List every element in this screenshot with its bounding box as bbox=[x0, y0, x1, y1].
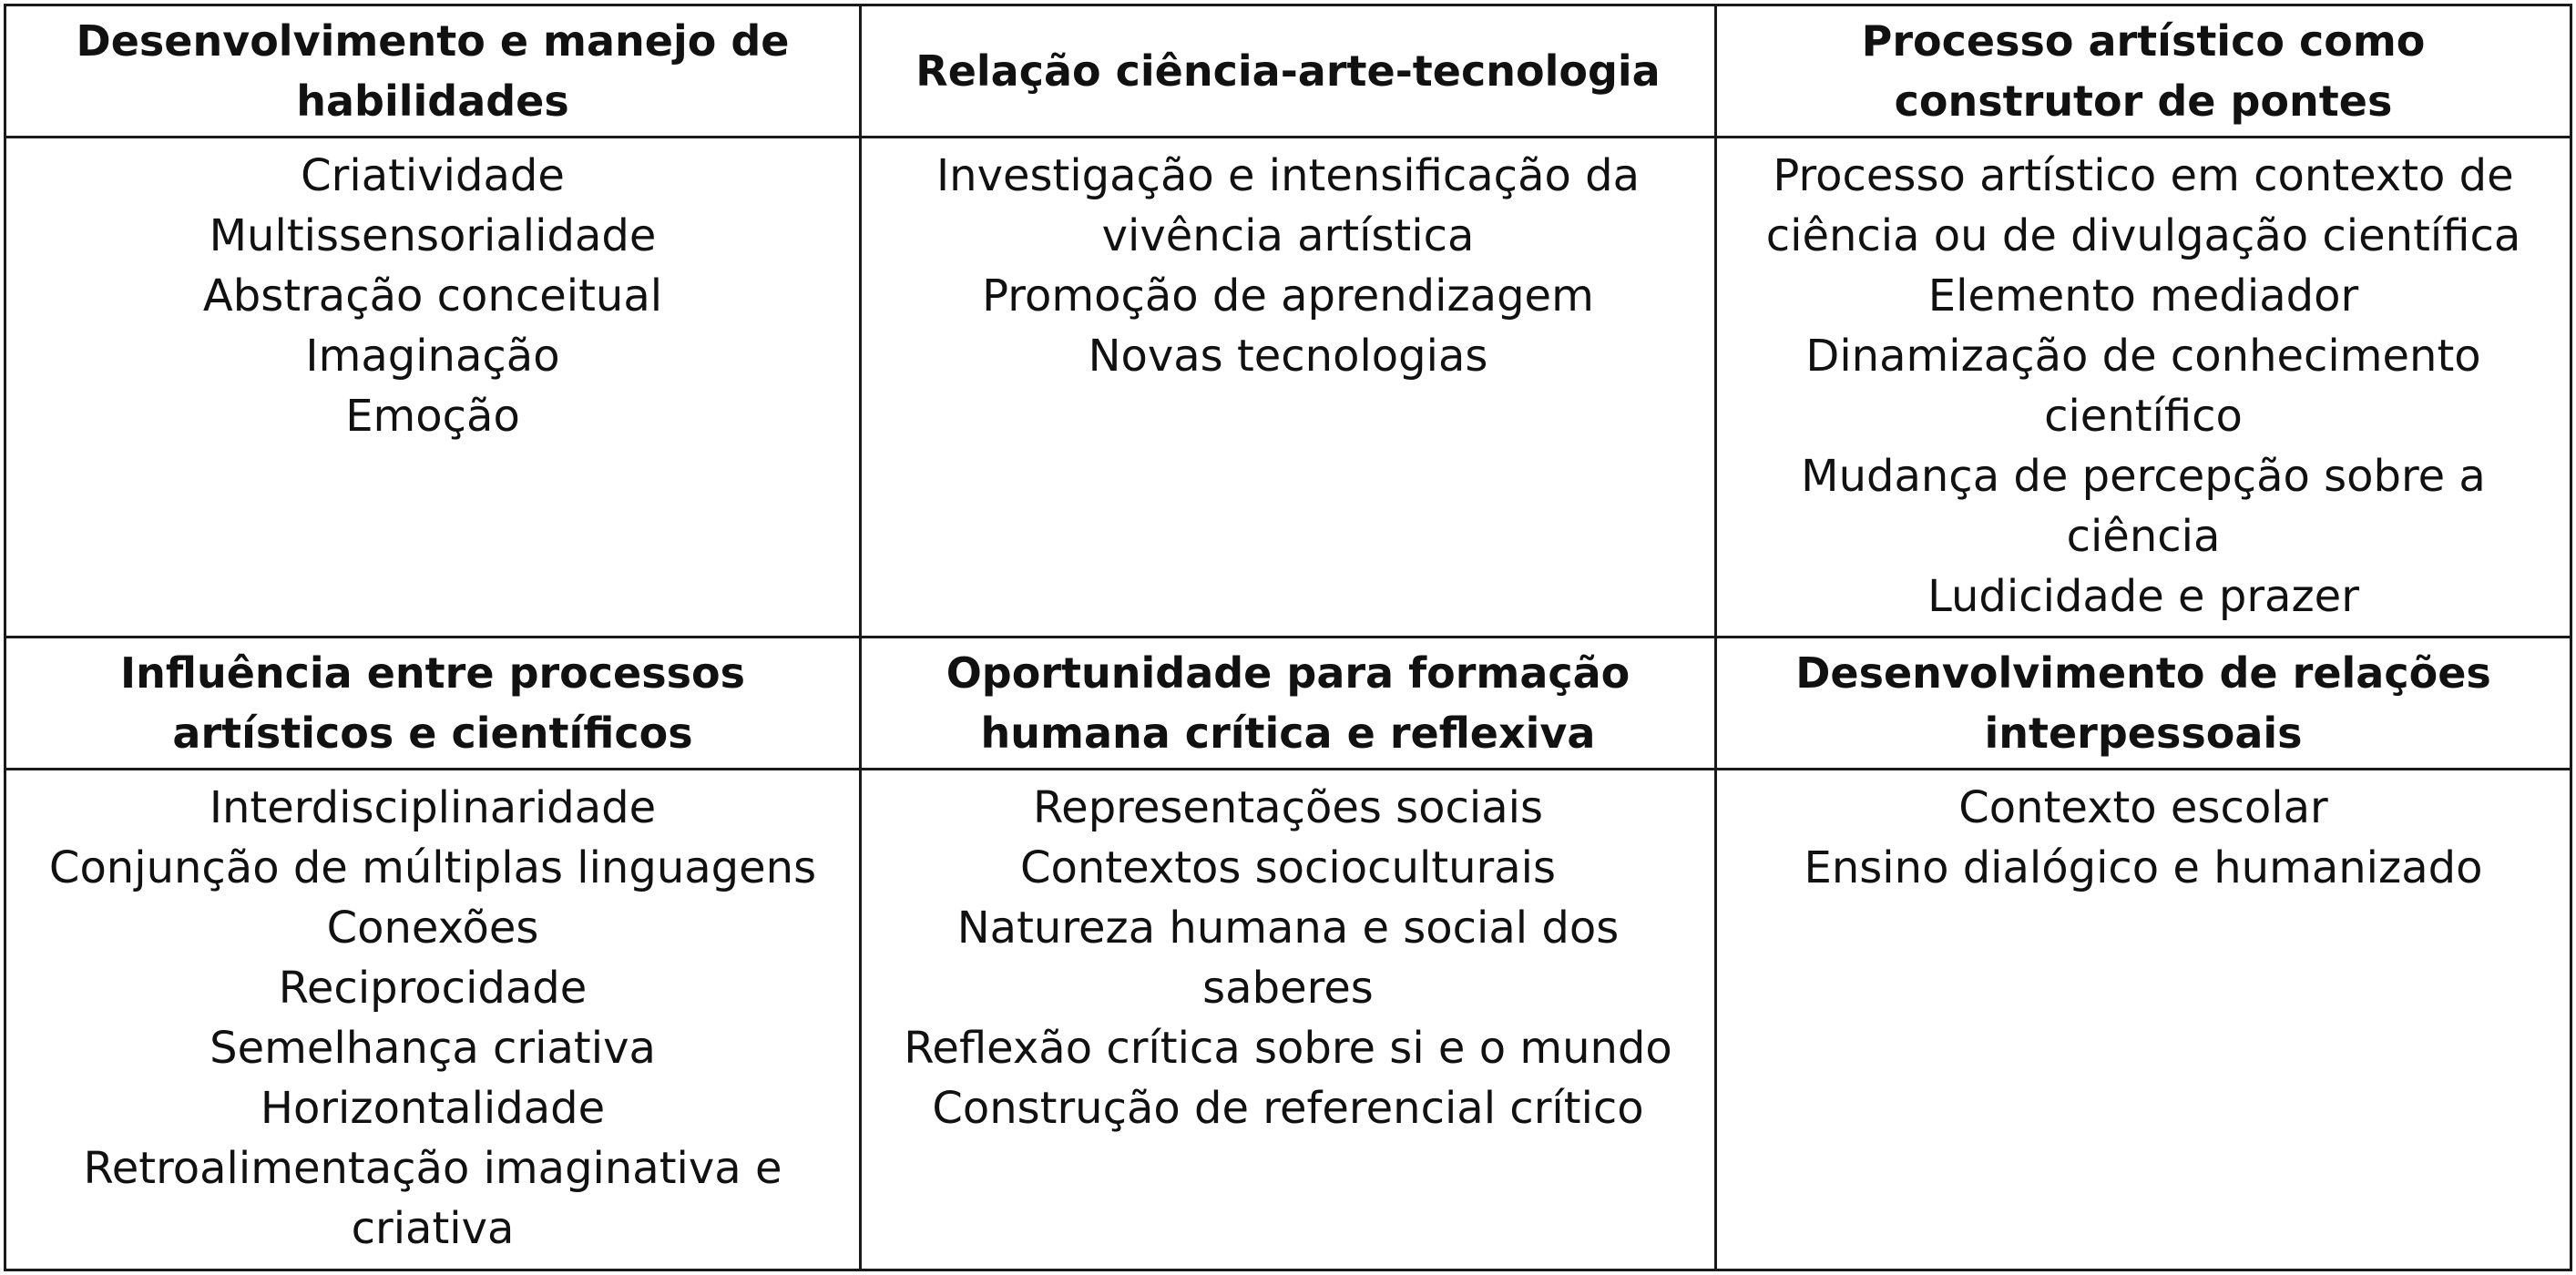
list-item: Horizontalidade bbox=[260, 1083, 606, 1134]
list-item: Reflexão crítica sobre si e o mundo bbox=[904, 1023, 1672, 1074]
content-row-top bbox=[5, 137, 2571, 638]
list-item: Elemento mediador bbox=[1927, 270, 2359, 321]
header-cell: Influência entre processos artísticos e científicos bbox=[5, 638, 861, 770]
header-cell: Processo artístico como construtor de pontes bbox=[1716, 5, 2571, 138]
list-item: Dinamização de conhecimento científico bbox=[1805, 330, 2481, 442]
categories-table bbox=[4, 4, 2572, 1271]
list-item: Imaginação bbox=[305, 330, 560, 382]
list-item: Processo artístico em contexto de ciência ou de divulgação científica bbox=[1765, 149, 2521, 261]
content-cell bbox=[5, 137, 861, 638]
list-item: Investigação e intensificação da vivência artística bbox=[935, 149, 1640, 261]
content-cell bbox=[5, 770, 861, 1270]
list-item: Ludicidade e prazer bbox=[1927, 570, 2359, 622]
header-cell: Oportunidade para formação humana crítica e reflexiva bbox=[861, 638, 1716, 770]
content-cell bbox=[861, 137, 1716, 638]
list-item: Conexões bbox=[326, 903, 539, 954]
list-item: Mudança de percepção sobre a ciência bbox=[1801, 450, 2486, 562]
list-item: Criatividade bbox=[301, 149, 565, 201]
list-item: Emoção bbox=[345, 390, 520, 442]
list-item: Ensino dialógico e humanizado bbox=[1804, 842, 2483, 893]
list-item: Contextos socioculturais bbox=[1019, 842, 1557, 893]
content-cell bbox=[1716, 137, 2571, 638]
list-item: Conjunção de múltiplas linguagens bbox=[48, 842, 817, 893]
list-item: Natureza humana e social dos saberes bbox=[956, 903, 1620, 1014]
list-item: Multissensorialidade bbox=[209, 209, 657, 261]
list-item: Reciprocidade bbox=[278, 963, 588, 1014]
list-item: Promoção de aprendizagem bbox=[982, 270, 1594, 321]
header-cell: Relação ciência-arte-tecnologia bbox=[861, 5, 1716, 138]
list-item: Novas tecnologias bbox=[1088, 330, 1488, 382]
header-row-bottom bbox=[5, 638, 2571, 770]
list-item: Interdisciplinaridade bbox=[209, 782, 657, 833]
list-item: Construção de referencial crítico bbox=[932, 1083, 1644, 1134]
content-cell bbox=[1716, 770, 2571, 1270]
header-row-top bbox=[5, 5, 2571, 138]
content-cell bbox=[861, 770, 1716, 1270]
list-item: Retroalimentação imaginativa e criativa bbox=[83, 1143, 782, 1254]
list-item: Abstração conceitual bbox=[202, 270, 663, 321]
list-item: Representações sociais bbox=[1032, 782, 1543, 833]
header-cell: Desenvolvimento de relações interpessoais bbox=[1716, 638, 2571, 770]
content-row-bottom bbox=[5, 770, 2571, 1270]
list-item: Contexto escolar bbox=[1958, 782, 2328, 833]
header-cell: Desenvolvimento e manejo de habilidades bbox=[5, 5, 861, 138]
list-item: Semelhança criativa bbox=[210, 1023, 656, 1074]
